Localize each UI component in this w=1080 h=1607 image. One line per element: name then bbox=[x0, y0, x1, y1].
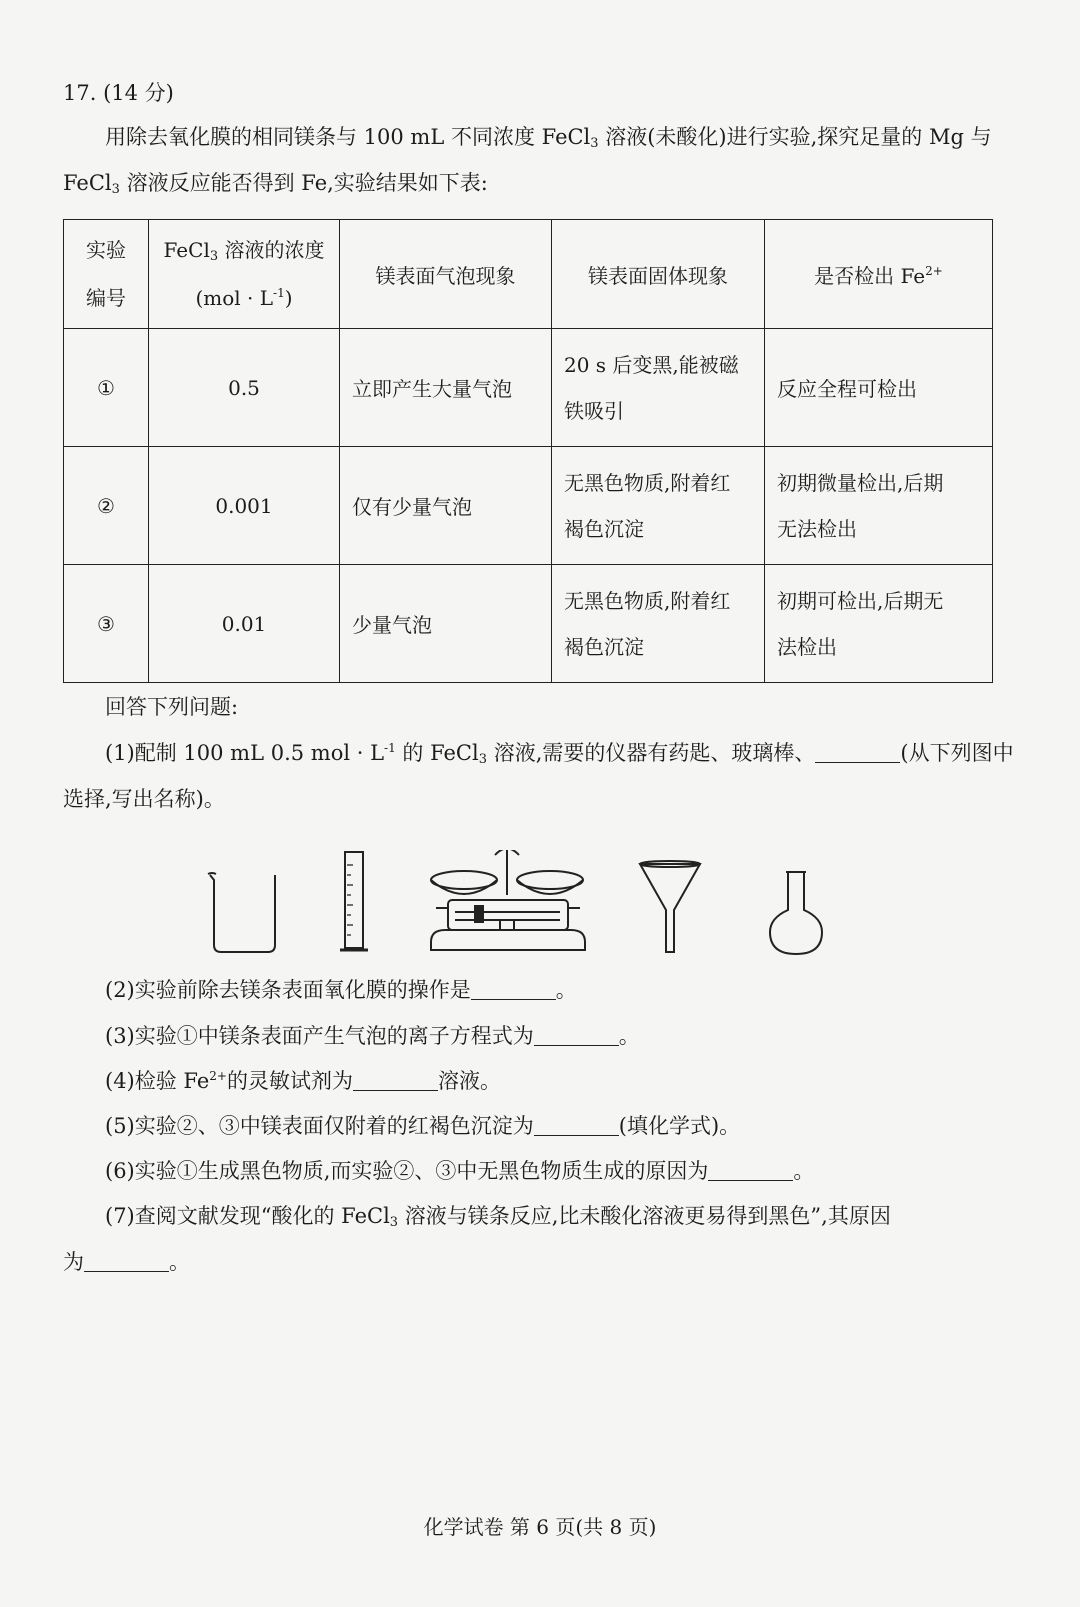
results-table bbox=[63, 219, 993, 683]
header-concentration: FeCl$_3$ 溶液的浓度 $(mol \cdot L^{-1})$ bbox=[149, 220, 340, 329]
answer-blank[interactable] bbox=[534, 1025, 619, 1046]
row-bubble: 少量气泡 bbox=[340, 565, 552, 683]
question-3: (3)实验①中镁条表面产生气泡的离子方程式为 。 bbox=[105, 1024, 640, 1048]
row-fe-detect: 反应全程可检出 bbox=[765, 329, 993, 447]
answer-blank[interactable] bbox=[353, 1070, 438, 1091]
row-fe-detect: 初期微量检出,后期 无法检出 bbox=[765, 447, 993, 565]
table-row bbox=[64, 329, 993, 447]
answer-blank[interactable] bbox=[708, 1160, 793, 1181]
question-1-line-2: 选择,写出名称)。 bbox=[63, 787, 225, 811]
row-id: ② bbox=[64, 447, 149, 565]
question-5: (5)实验②、③中镁表面仅附着的红褐色沉淀为 (填化学式)。 bbox=[105, 1114, 741, 1138]
answer-blank[interactable] bbox=[534, 1115, 619, 1136]
question-4: (4)检验 $Fe^{2+}$的灵敏试剂为 溶液。 bbox=[105, 1069, 501, 1093]
row-concentration: 0.001 bbox=[149, 447, 340, 565]
question-6: (6)实验①生成黑色物质,而实验②、③中无黑色物质生成的原因为 。 bbox=[105, 1159, 815, 1183]
answer-blank[interactable] bbox=[84, 1251, 169, 1272]
graduated-cylinder-icon bbox=[340, 852, 368, 950]
row-concentration: 0.01 bbox=[149, 565, 340, 683]
question-2: (2)实验前除去镁条表面氧化膜的操作是 。 bbox=[105, 978, 577, 1002]
header-experiment-id: 实验 编号 bbox=[64, 220, 149, 329]
answer-blank[interactable] bbox=[815, 742, 900, 763]
table-row bbox=[64, 447, 993, 565]
question-7-line-1: (7)查阅文献发现“酸化的 FeCl$_3$ 溶液与镁条反应,比未酸化溶液更易得到黑色”,其原因 bbox=[105, 1204, 891, 1230]
table-header-row bbox=[64, 220, 993, 329]
row-concentration: 0.5 bbox=[149, 329, 340, 447]
row-solid: 无黑色物质,附着红 褐色沉淀 bbox=[552, 565, 765, 683]
row-bubble: 仅有少量气泡 bbox=[340, 447, 552, 565]
row-bubble: 立即产生大量气泡 bbox=[340, 329, 552, 447]
round-flask-icon bbox=[770, 872, 822, 954]
apparatus-figure bbox=[200, 850, 860, 980]
balance-icon bbox=[431, 850, 585, 950]
header-solid: 镁表面固体现象 bbox=[552, 220, 765, 329]
beaker-icon bbox=[208, 873, 275, 952]
row-id: ③ bbox=[64, 565, 149, 683]
page-footer: 化学试卷 第 6 页(共 8 页) bbox=[423, 1515, 657, 1539]
table-row bbox=[64, 565, 993, 683]
question-1-line-1: (1)配制 100 mL 0.5 mol · $L^{-1}$ 的 FeCl$_3$ 溶液,需要的仪器有药匙、玻璃棒、 (从下列图中 bbox=[105, 741, 1014, 767]
funnel-icon bbox=[640, 861, 700, 952]
question-number: 17. (14 分) bbox=[63, 81, 174, 105]
row-solid: 无黑色物质,附着红 褐色沉淀 bbox=[552, 447, 765, 565]
header-fe-detect: 是否检出 $Fe^{2+}$ bbox=[765, 220, 993, 329]
intro-line-2: FeCl$_3$ 溶液反应能否得到 Fe,实验结果如下表: bbox=[63, 171, 488, 197]
row-solid: 20 s 后变黑,能被磁 铁吸引 bbox=[552, 329, 765, 447]
answer-prompt: 回答下列问题: bbox=[105, 695, 239, 719]
row-id: ① bbox=[64, 329, 149, 447]
intro-line-1: 用除去氧化膜的相同镁条与 100 mL 不同浓度 FeCl$_3$ 溶液(未酸化)进行实验,探究足量的 Mg 与 bbox=[105, 125, 992, 151]
row-fe-detect: 初期可检出,后期无 法检出 bbox=[765, 565, 993, 683]
header-bubble: 镁表面气泡现象 bbox=[340, 220, 552, 329]
question-7-line-2: 为 。 bbox=[63, 1250, 190, 1274]
answer-blank[interactable] bbox=[471, 979, 556, 1000]
